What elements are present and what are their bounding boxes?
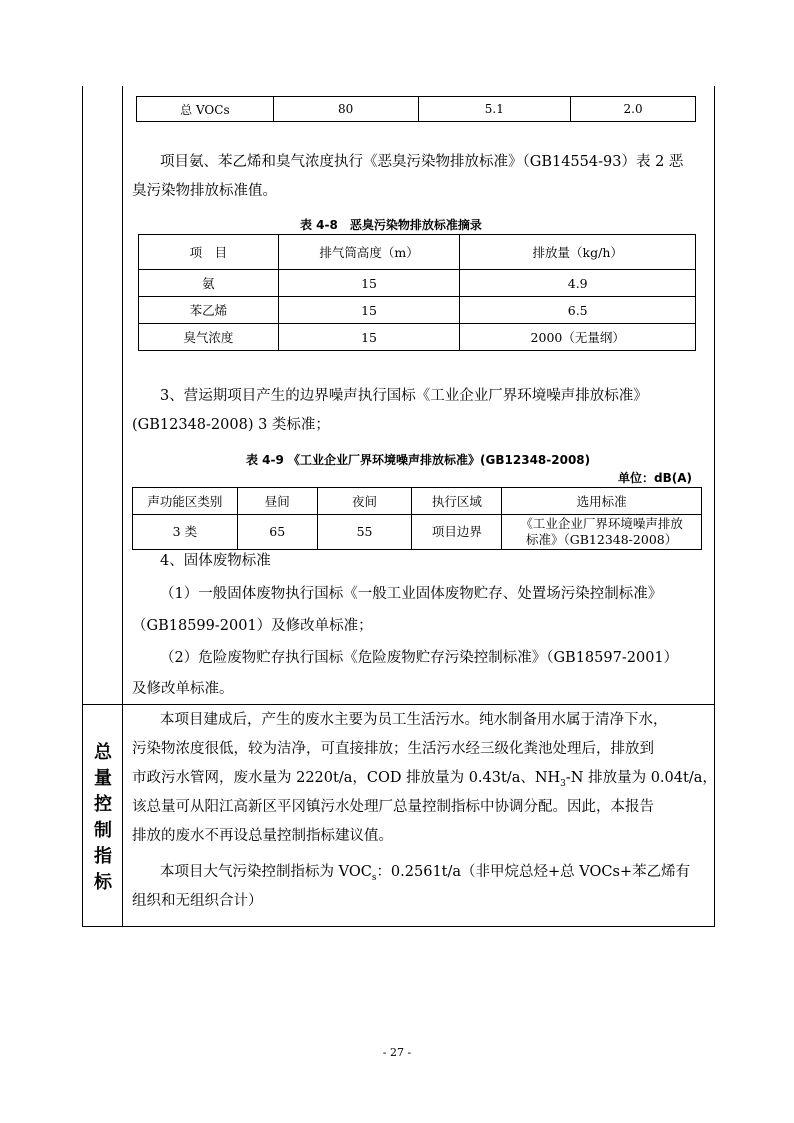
column-header: 排气筒高度（m） [278,235,460,270]
voc-table [136,96,696,122]
label-char: 制 [94,820,112,841]
table-cell: 6.5 [460,297,696,324]
table-cell: 5.1 [418,97,571,122]
table-cell: 4.9 [460,270,696,297]
paragraph-odor-line2: 臭污染物排放标准值。 [132,183,277,199]
label-char: 总 [94,742,112,763]
table-4-9-unit: 单位：dB(A) [618,471,692,485]
table-cell: 15 [278,270,460,297]
standard-line2: 标准》（GB12348-2008） [526,532,678,547]
wastewater-line2: 污染物浓度很低，较为洁净，可直接排放；生活污水经三级化粪池处理后，排放到 [132,741,654,757]
table-cell: 15 [278,324,460,351]
column-header: 执行区域 [412,488,502,515]
table-cell: 55 [317,515,412,550]
table-4-9-caption: 表 4-9 《工业企业厂界环境噪声排放标准》(GB12348-2008) [246,453,591,467]
wastewater-line1: 本项目建成后，产生的废水主要为员工生活污水。纯水制备用水属于清净下水， [160,712,668,728]
text: 市政污水管网，废水量为 2220t/a，COD 排放量为 0.43t/a、NH [132,770,561,786]
column-header: 夜间 [317,488,412,515]
solid-waste-para2-line2: 及修改单标准。 [132,681,234,697]
table-row [139,270,696,297]
table-cell: 80 [273,97,418,122]
table-row [133,515,702,550]
subscript: s [371,872,377,883]
text: -N 排放量为 0.04t/a， [565,770,717,786]
label-char: 指 [94,846,112,867]
column-header: 声功能区类别 [133,488,238,515]
page-number: - 27 - [382,1046,412,1059]
table-cell: 苯乙烯 [139,297,279,324]
table-row [139,297,696,324]
table-header-row [133,488,702,515]
table-cell: 15 [278,297,460,324]
column-divider [122,86,123,926]
text: 本项目大气污染控制指标为 VOC [160,864,372,880]
column-header: 选用标准 [502,488,702,515]
total-control-label [84,740,122,896]
wastewater-line5: 排放的废水不再设总量控制指标建议值。 [132,828,393,844]
table-4-8-caption: 表 4-8 恶臭污染物排放标准摘录 [300,218,482,232]
label-char: 控 [94,794,112,815]
table-cell: 2000（无量纲） [460,324,696,351]
solid-waste-para1-line2: （GB18599-2001）及修改单标准； [132,618,373,634]
table-row [137,97,696,122]
paragraph-noise-line2: (GB12348-2008) 3 类标准； [132,417,330,433]
table-cell: 氨 [139,270,279,297]
solid-waste-para2-line1: （2）危险废物贮存执行国标《危险废物贮存污染控制标准》（GB18597-2001） [160,650,679,666]
table-row [139,324,696,351]
table-cell: 项目边界 [412,515,502,550]
table-cell: 3 类 [133,515,238,550]
label-char: 标 [94,872,112,893]
table-cell: 总 VOCs [137,97,274,122]
solid-waste-para1-line1: （1）一般固体废物执行国标《一般工业固体废物贮存、处置场污染控制标准》 [160,586,663,602]
table-4-8 [138,234,696,351]
label-char: 量 [94,768,112,789]
column-header: 排放量（kg/h） [460,235,696,270]
column-header: 昼间 [237,488,317,515]
wastewater-line4: 该总量可从阳江高新区平冈镇污水处理厂总量控制指标中协调分配。因此，本报告 [132,799,654,815]
subscript: 3 [560,778,566,789]
table-cell: 2.0 [571,97,696,122]
table-cell: 65 [237,515,317,550]
text: ：0.2561t/a（非甲烷总烃+总 VOCs+苯乙烯有 [376,864,691,880]
table-cell: 臭气浓度 [139,324,279,351]
row-divider [82,704,714,705]
column-header: 项 目 [139,235,279,270]
table-cell-standard [502,515,702,550]
paragraph-odor-line1: 项目氨、苯乙烯和臭气浓度执行《恶臭污染物排放标准》（GB14554-93）表 2 恶 [160,154,684,170]
table-header-row [139,235,696,270]
paragraph-noise-line1: 3、营运期项目产生的边界噪声执行国标《工业企业厂界环境噪声排放标准》 [160,388,648,404]
table-4-9 [132,487,702,550]
air-control-line2: 组织和无组织合计） [132,893,263,909]
standard-line1: 《工业企业厂界环境噪声排放 [520,516,683,531]
section-4-title: 4、固体废物标准 [160,553,271,569]
